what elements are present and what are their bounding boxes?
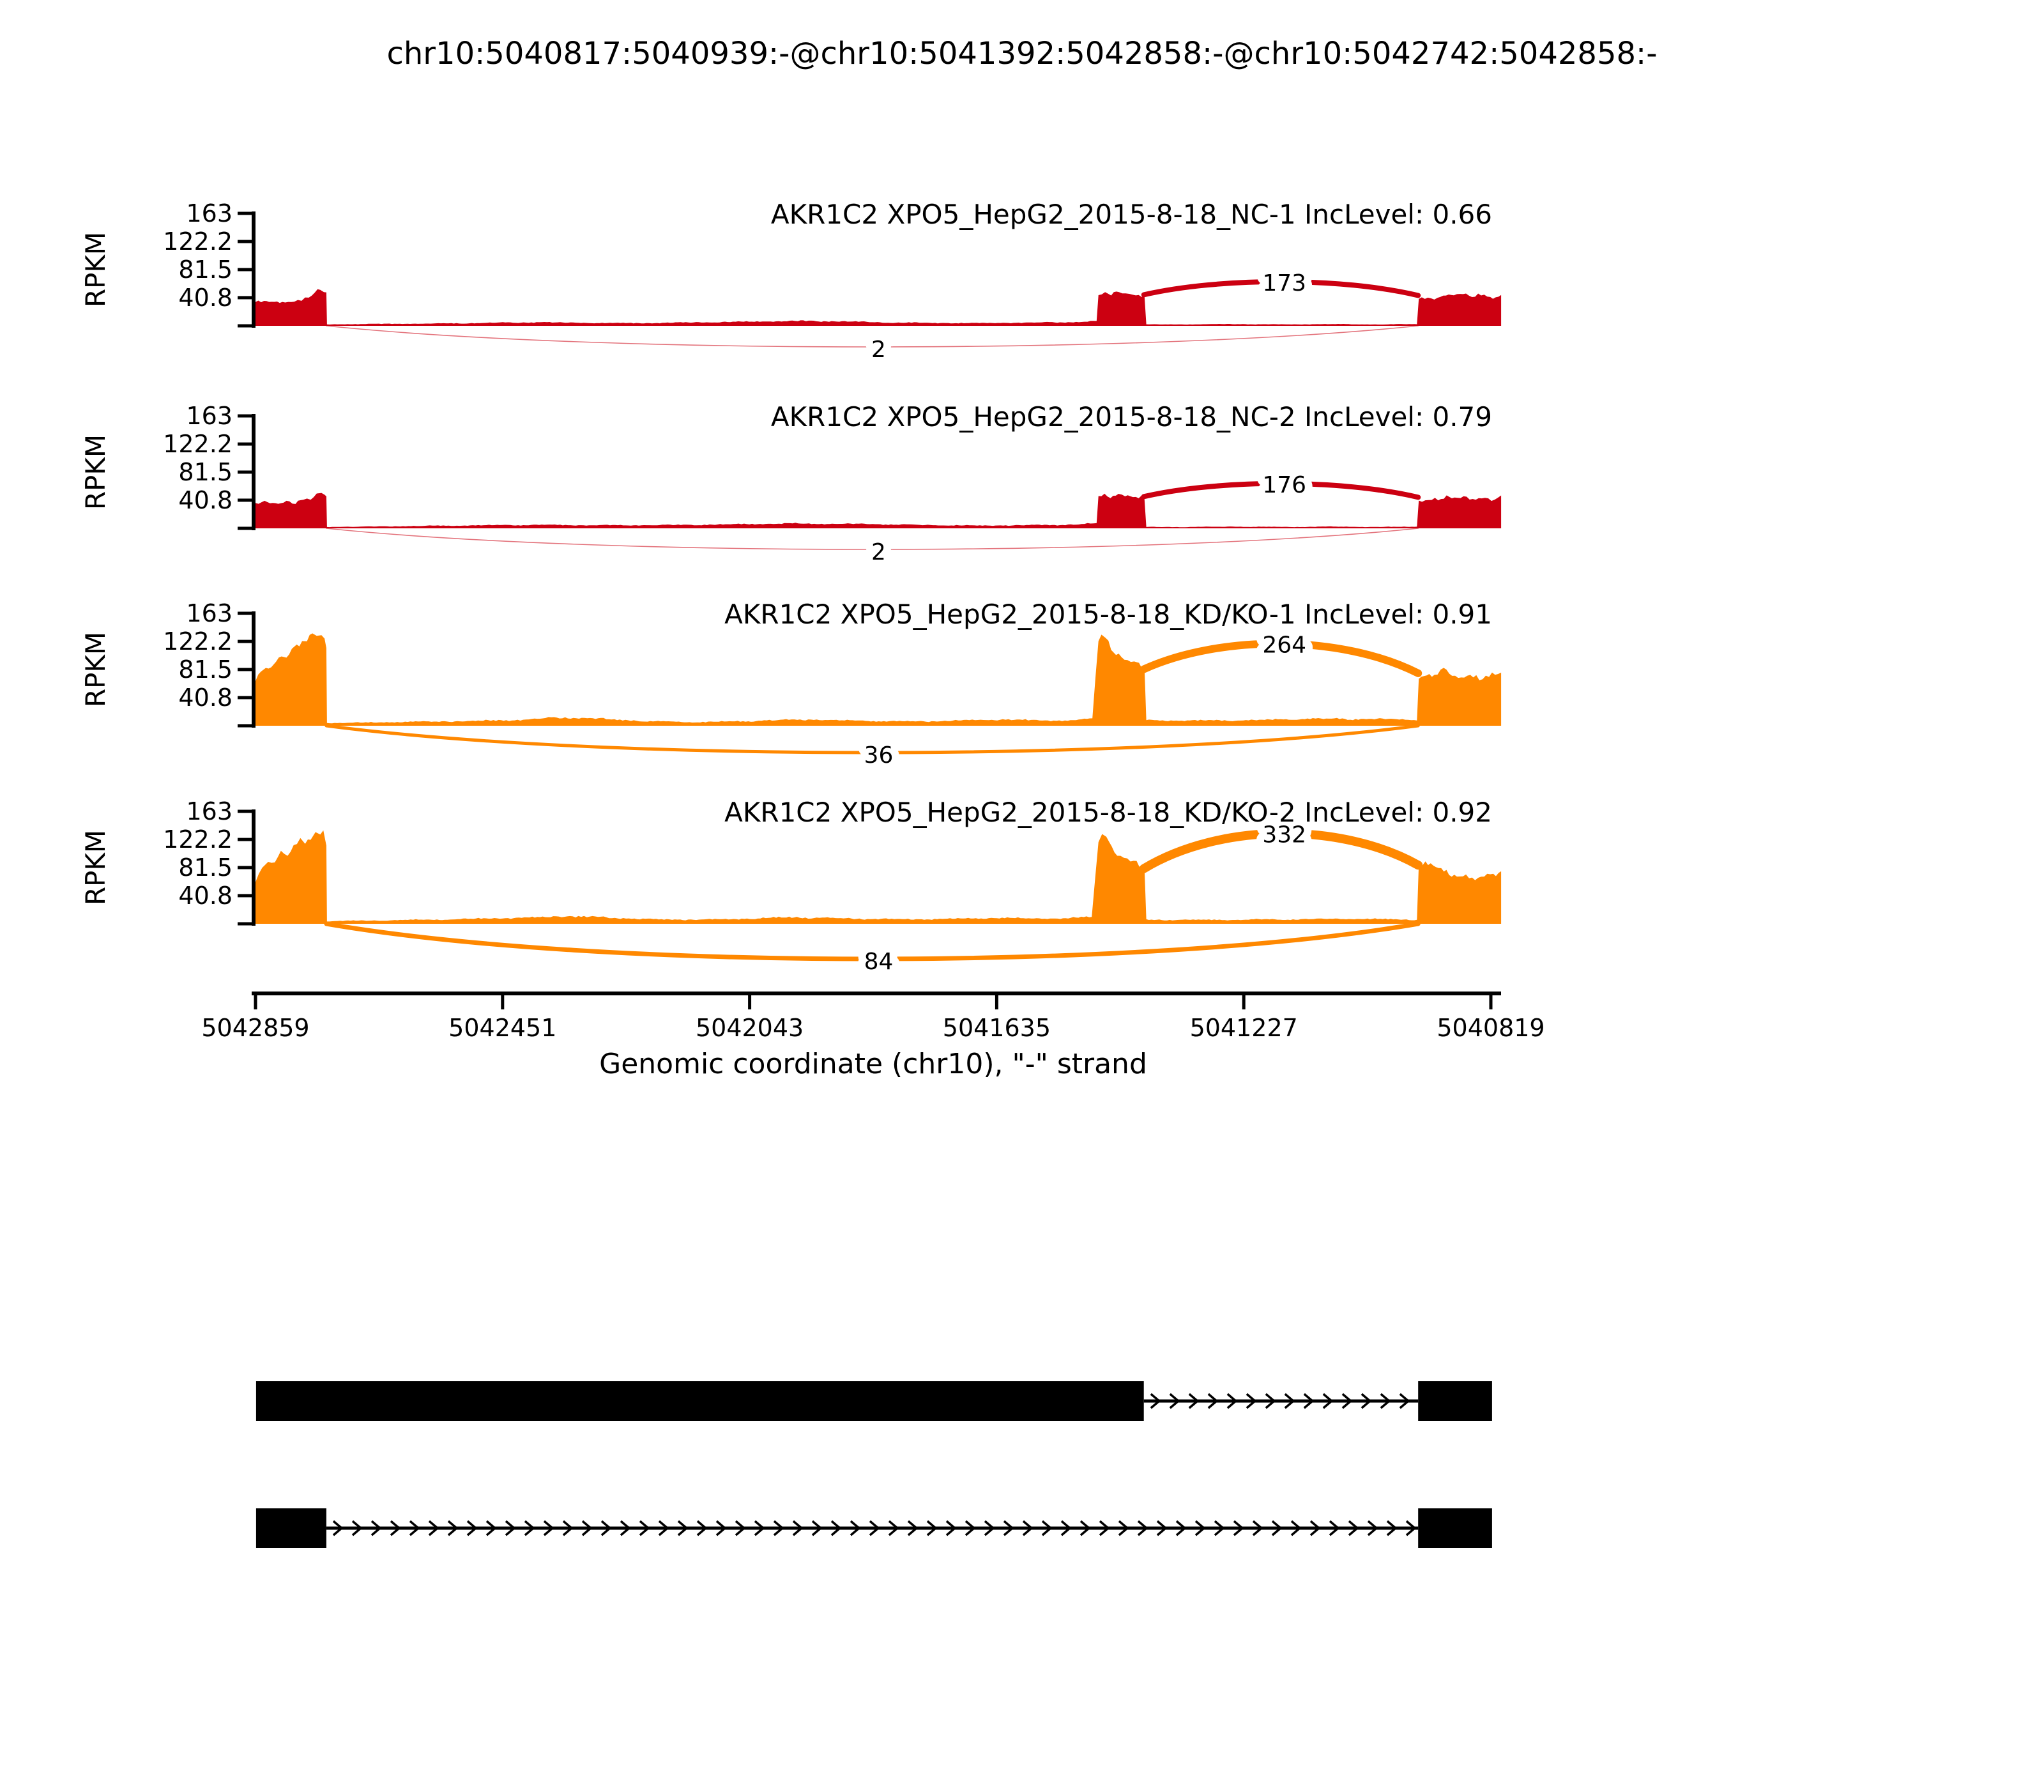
- exon-box: [256, 1381, 1144, 1421]
- track-nc-1: [80, 199, 1501, 363]
- y-tick-label: 122.2: [163, 825, 233, 854]
- intron-line: [1144, 1400, 1418, 1403]
- y-axis-spine: [252, 414, 256, 530]
- y-axis-tick: [238, 838, 252, 841]
- plot-title: chr10:5040817:5040939:-@chr10:5041392:5042858:-@chr10:5042742:5042858:-: [386, 36, 1658, 72]
- y-axis-tick: [238, 415, 252, 418]
- y-axis-tick: [238, 498, 252, 502]
- y-axis-tick: [238, 640, 252, 643]
- y-axis-tick: [238, 894, 252, 897]
- x-axis-tick: [995, 995, 998, 1009]
- y-tick-label: 122.2: [163, 627, 233, 656]
- track-kd-ko-2: [80, 797, 1501, 975]
- x-tick-label: 5041635: [942, 1014, 1051, 1042]
- track-nc-2: [80, 401, 1501, 565]
- track-kd-ko-1: [80, 599, 1501, 769]
- y-axis-title: RPKM: [80, 829, 111, 906]
- junction-count-label: 332: [1262, 822, 1307, 848]
- coverage-area: [256, 289, 1501, 326]
- y-axis-tick: [238, 612, 252, 615]
- x-axis-tick: [254, 995, 257, 1009]
- x-tick-label: 5042859: [201, 1014, 310, 1042]
- coverage-area: [256, 493, 1501, 528]
- y-axis-spine: [252, 211, 256, 328]
- y-tick-label: 122.2: [163, 227, 233, 256]
- coverage-area: [256, 831, 1501, 924]
- y-axis-tick: [238, 696, 252, 699]
- track-label: AKR1C2 XPO5_HepG2_2015-8-18_KD/KO-2 IncLevel: 0.92: [724, 797, 1492, 828]
- y-axis-tick: [238, 668, 252, 671]
- y-axis-tick: [238, 923, 252, 926]
- junction-count-label: 84: [864, 949, 894, 975]
- y-axis-tick: [238, 810, 252, 813]
- transcript-isoform-short-exon: [256, 1508, 1492, 1548]
- y-axis-tick: [238, 443, 252, 446]
- x-tick-label: 5042451: [448, 1014, 557, 1042]
- y-tick-label: 40.8: [178, 881, 233, 910]
- y-axis-tick: [238, 527, 252, 530]
- x-tick-label: 5042043: [695, 1014, 804, 1042]
- x-axis-tick: [1242, 995, 1246, 1009]
- x-axis-label: Genomic coordinate (chr10), "-" strand: [599, 1048, 1147, 1080]
- x-axis: [201, 992, 1544, 1042]
- transcript-isoform-long-exon: [256, 1381, 1492, 1421]
- y-axis-tick: [238, 268, 252, 272]
- y-tick-label: 163: [186, 797, 233, 825]
- junction-count-label: 36: [864, 742, 894, 769]
- y-tick-label: 81.5: [178, 458, 233, 486]
- x-axis-tick: [748, 995, 751, 1009]
- y-axis-title: RPKM: [80, 231, 111, 308]
- junction-count-label: 2: [871, 337, 886, 363]
- y-tick-label: 40.8: [178, 683, 233, 712]
- exon-box: [1418, 1508, 1492, 1548]
- junction-count-label: 2: [871, 539, 886, 565]
- y-tick-label: 81.5: [178, 256, 233, 284]
- y-tick-label: 81.5: [178, 854, 233, 882]
- x-axis-tick: [501, 995, 504, 1009]
- y-axis-spine: [252, 809, 256, 926]
- gene-model: [256, 1381, 1492, 1548]
- junction-count-label: 264: [1262, 632, 1307, 659]
- y-axis-title: RPKM: [80, 434, 111, 510]
- y-tick-label: 40.8: [178, 283, 233, 312]
- y-axis-tick: [238, 724, 252, 728]
- x-tick-label: 5041227: [1189, 1014, 1298, 1042]
- track-label: AKR1C2 XPO5_HepG2_2015-8-18_NC-1 IncLevel: 0.66: [770, 199, 1492, 230]
- y-axis-title: RPKM: [80, 631, 111, 708]
- y-tick-label: 163: [186, 402, 233, 430]
- y-axis-tick: [238, 296, 252, 299]
- coverage-tracks: [80, 199, 1501, 975]
- y-tick-label: 163: [186, 599, 233, 627]
- y-tick-label: 122.2: [163, 430, 233, 459]
- track-label: AKR1C2 XPO5_HepG2_2015-8-18_NC-2 IncLevel: 0.79: [770, 401, 1492, 433]
- x-axis-spine: [252, 992, 1501, 995]
- y-tick-label: 163: [186, 199, 233, 227]
- y-axis-tick: [238, 325, 252, 328]
- exon-box: [1418, 1381, 1492, 1421]
- y-axis-tick: [238, 866, 252, 869]
- y-axis-tick: [238, 240, 252, 243]
- x-axis-tick: [1490, 995, 1493, 1009]
- y-axis-spine: [252, 611, 256, 728]
- exon-box: [256, 1508, 326, 1548]
- y-tick-label: 81.5: [178, 655, 233, 684]
- intron-line: [326, 1527, 1418, 1530]
- y-axis-tick: [238, 471, 252, 474]
- junction-count-label: 173: [1262, 270, 1307, 296]
- x-tick-label: 5040819: [1437, 1014, 1545, 1042]
- y-tick-label: 40.8: [178, 486, 233, 514]
- junction-count-label: 176: [1262, 471, 1307, 498]
- y-axis-tick: [238, 212, 252, 215]
- track-label: AKR1C2 XPO5_HepG2_2015-8-18_KD/KO-1 IncLevel: 0.91: [724, 599, 1492, 630]
